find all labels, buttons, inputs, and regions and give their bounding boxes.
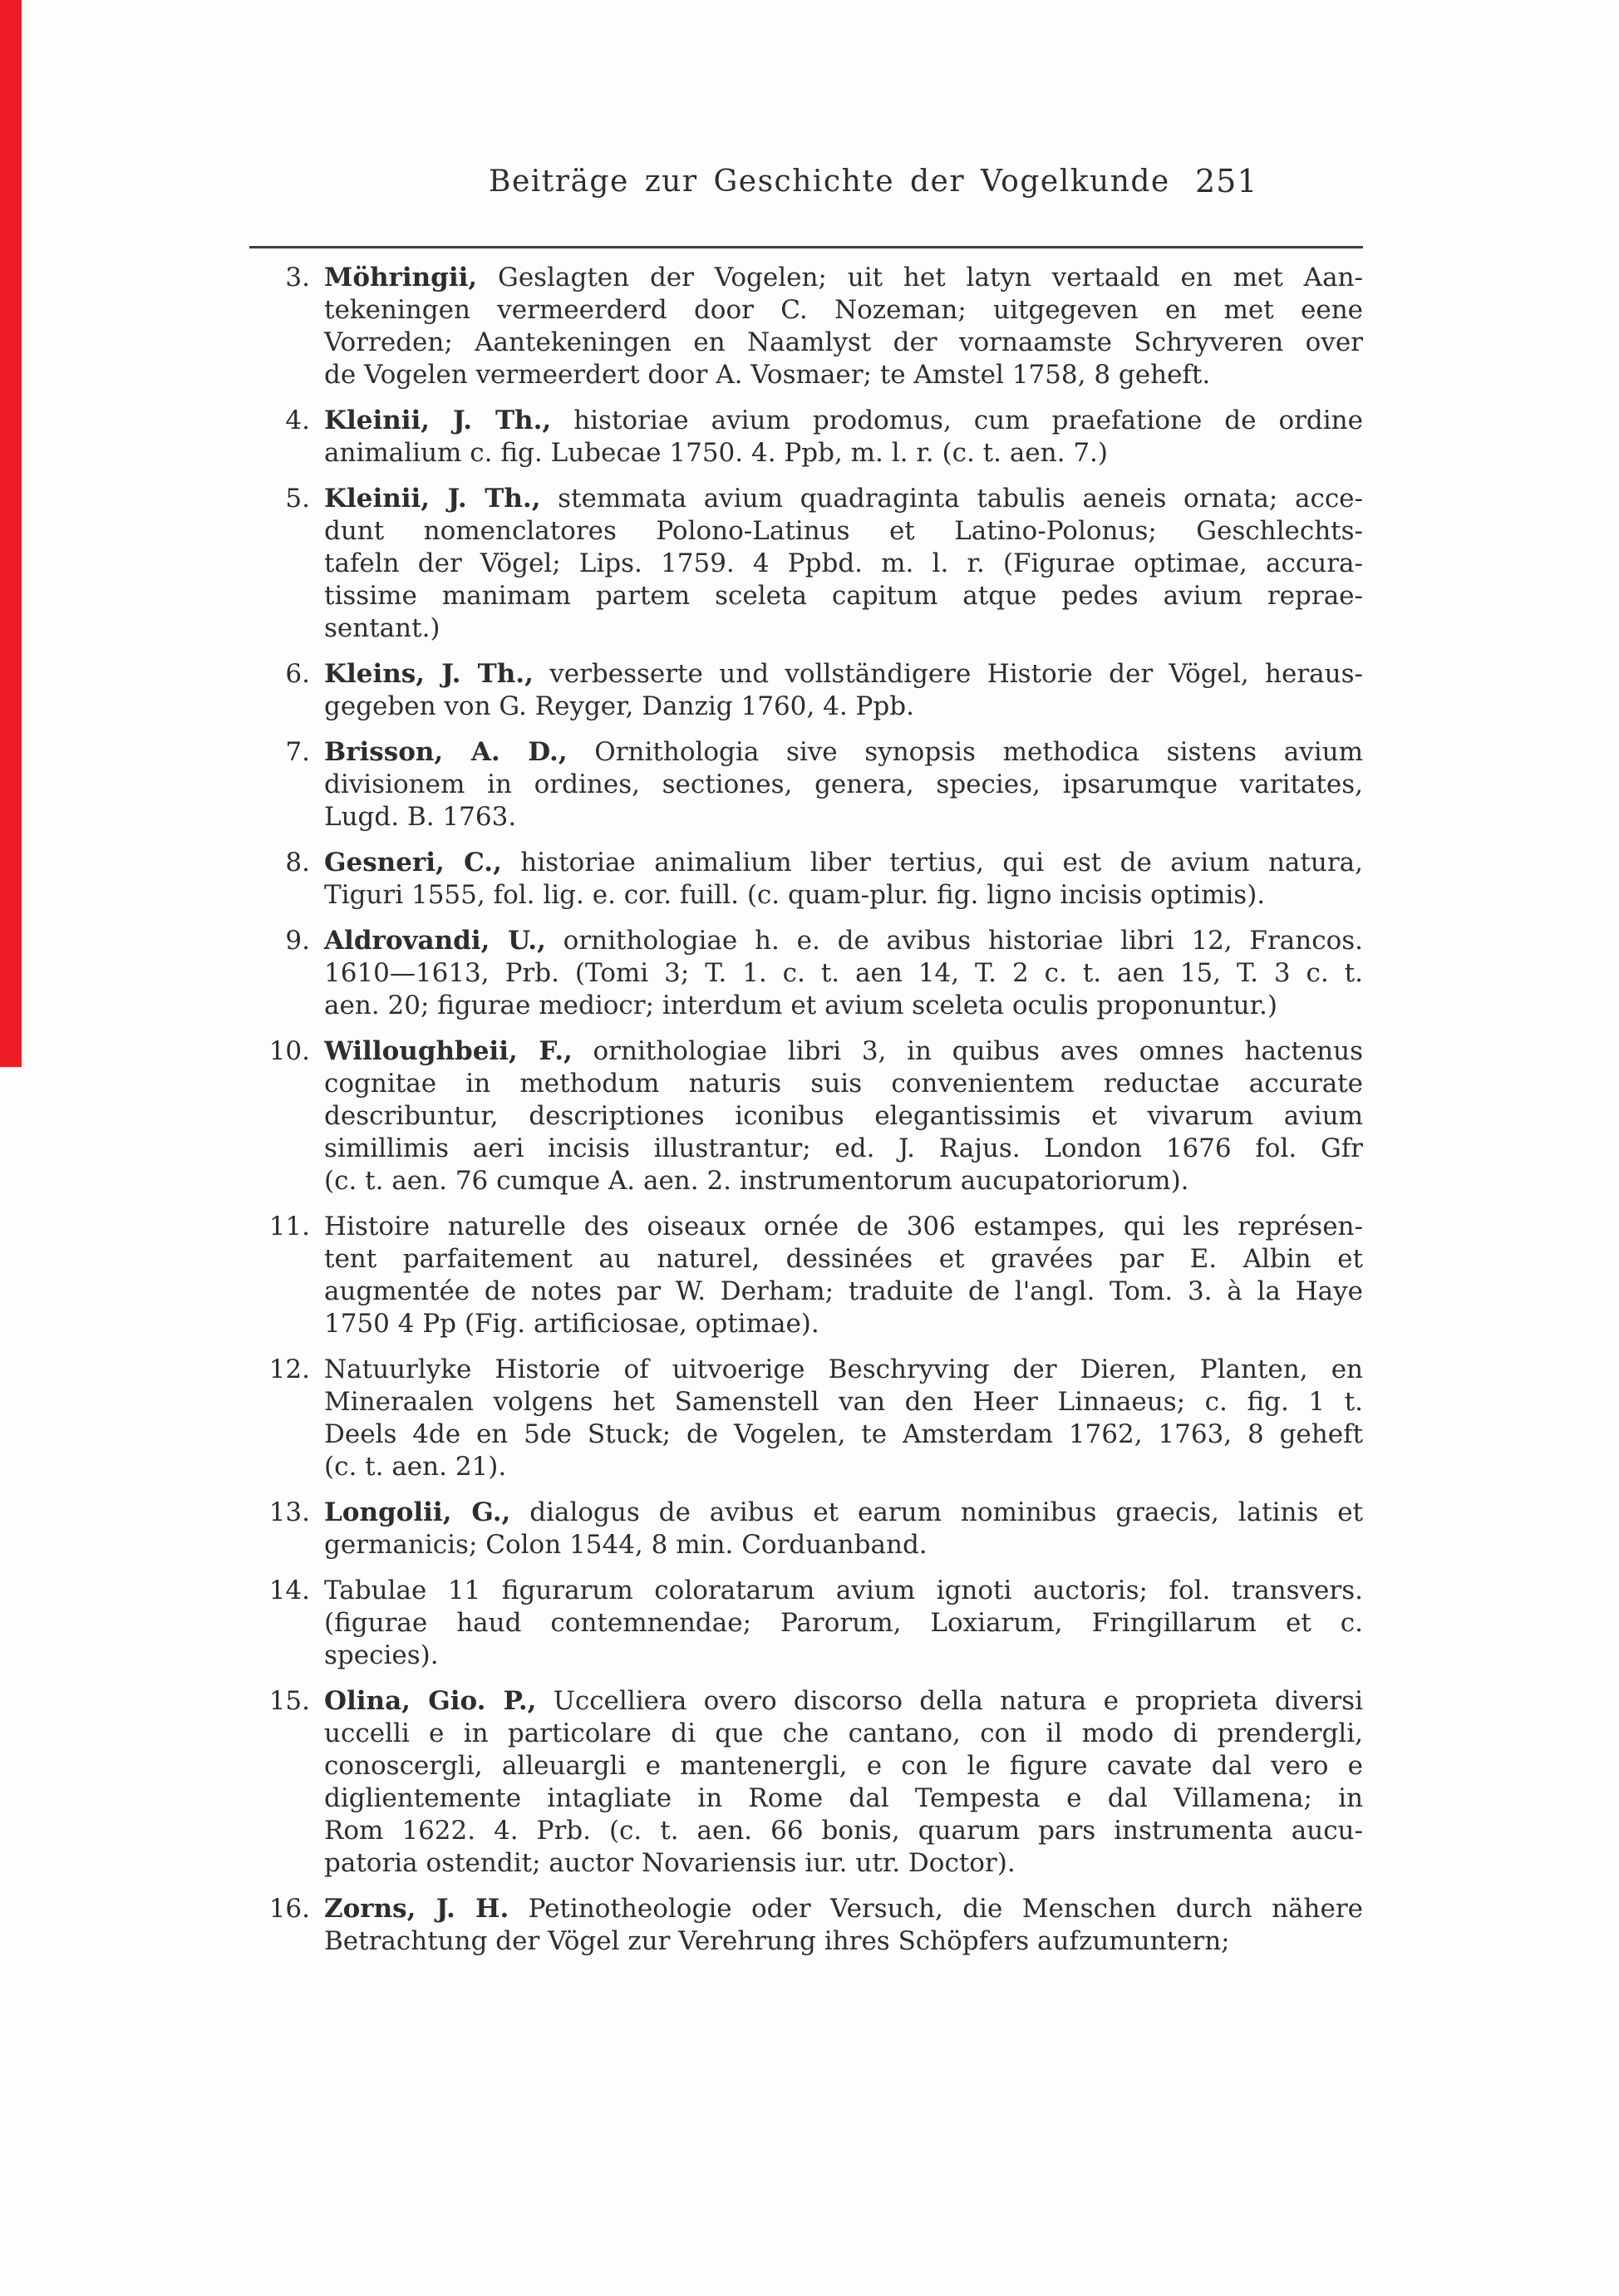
entry-text xyxy=(324,1893,1363,1958)
entry-line: tekeningen vermeerderd door C. Nozeman; uitgegeven en met eene xyxy=(324,295,1363,325)
entry-line: de Vogelen vermeerdert door A. Vosmaer; te Amstel 1758, 8 geheft. xyxy=(324,360,1211,390)
bibliography-entry xyxy=(264,262,1363,391)
entry-line: Brisson, A. D., Ornithologia sive synopsis methodica sistens avium xyxy=(324,737,1363,767)
entry-text xyxy=(324,1575,1363,1672)
entry-line: Natuurlyke Historie of uitvoerige Beschryving der Dieren, Planten, en xyxy=(324,1354,1363,1384)
entry-line: 1610—1613, Prb. (Tomi 3; T. 1. c. t. aen 14, T. 2 c. t. aen 15, T. 3 c. t. xyxy=(324,958,1363,988)
entry-line: Rom 1622. 4. Prb. (c. t. aen. 66 bonis, quarum pars instrumenta aucu- xyxy=(324,1816,1363,1846)
entry-number: 7. xyxy=(285,737,310,767)
entry-line: (c. t. aen. 21). xyxy=(324,1452,507,1482)
entry-line: tissime manimam partem sceleta capitum atque pedes avium reprae- xyxy=(324,581,1363,611)
entry-line: diglientemente intagliate in Rome dal Tempesta e dal Villamena; in xyxy=(324,1783,1363,1813)
entry-number: 16. xyxy=(268,1894,310,1924)
bibliography-entry xyxy=(264,1685,1363,1880)
entry-line: Mineraalen volgens het Samenstell van den Heer Linnaeus; c. fig. 1 t. xyxy=(324,1387,1363,1417)
entry-line: Deels 4de en 5de Stuck; de Vogelen, te Amsterdam 1762, 1763, 8 geheft xyxy=(324,1419,1363,1449)
entry-line: augmentée de notes par W. Derham; traduite de l'angl. Tom. 3. à la Haye xyxy=(324,1276,1363,1306)
entry-number: 9. xyxy=(285,926,310,956)
entry-line: Vorreden; Aantekeningen en Naamlyst der vornaamste Schryveren over xyxy=(324,327,1363,357)
entry-number: 3. xyxy=(285,263,310,293)
bibliography-entry xyxy=(264,1354,1363,1483)
entry-text xyxy=(324,658,1363,723)
entry-text xyxy=(324,1685,1363,1880)
entry-line: Longolii, G., dialogus de avibus et earum nominibus graecis, latinis et xyxy=(324,1497,1364,1527)
entry-line: Gesneri, C., historiae animalium liber tertius, qui est de avium natura, xyxy=(324,848,1363,878)
entry-author: Kleins, J. Th., xyxy=(324,659,534,689)
entry-line: (c. t. aen. 76 cumque A. aen. 2. instrumentorum aucupatoriorum). xyxy=(324,1166,1189,1196)
page-number: 251 xyxy=(1195,163,1258,199)
entry-text xyxy=(324,1354,1363,1483)
header-divider-rule xyxy=(249,246,1363,248)
entry-text xyxy=(324,262,1363,391)
entry-number: 14. xyxy=(268,1576,310,1605)
entry-text xyxy=(324,1035,1363,1197)
entry-author: Longolii, G., xyxy=(324,1497,511,1527)
entry-line: tent parfaitement au naturel, dessinées et gravées par E. Albin et xyxy=(324,1244,1363,1274)
entry-text xyxy=(324,847,1363,912)
entry-line: (figurae haud contemnendae; Parorum, Loxiarum, Fringillarum et c. xyxy=(324,1608,1363,1638)
entry-line: Olina, Gio. P., Uccelliera overo discorso della natura e proprieta diversi xyxy=(324,1686,1363,1716)
entry-author: Brisson, A. D., xyxy=(324,737,568,767)
entry-line: Aldrovandi, U., ornithologiae h. e. de avibus historiae libri 12, Francos. xyxy=(324,926,1363,956)
entry-line: describuntur, descriptiones iconibus elegantissimis et vivarum avium xyxy=(324,1101,1363,1131)
entry-number: 6. xyxy=(285,659,310,689)
entry-line: Betrachtung der Vögel zur Verehrung ihres Schöpfers aufzumuntern; xyxy=(324,1926,1230,1956)
entry-author: Willoughbeii, F., xyxy=(324,1036,573,1066)
bibliography-entry-list xyxy=(264,262,1363,1971)
entry-author: Kleinii, J. Th., xyxy=(324,484,541,514)
entry-line: Willoughbeii, F., ornithologiae libri 3, in quibus aves omnes hactenus xyxy=(324,1036,1363,1066)
entry-author: Möhringii, xyxy=(324,263,478,293)
bibliography-entry xyxy=(264,405,1363,470)
bibliography-entry xyxy=(264,925,1363,1022)
entry-line: aen. 20; figurae mediocr; interdum et avium sceleta oculis proponuntur.) xyxy=(324,991,1277,1020)
bibliography-entry xyxy=(264,483,1363,645)
entry-text xyxy=(324,1497,1363,1561)
entry-text xyxy=(324,736,1363,833)
entry-line: dunt nomenclatores Polono-Latinus et Latino-Polonus; Geschlechts- xyxy=(324,516,1363,546)
entry-number: 8. xyxy=(285,848,310,878)
entry-text xyxy=(324,925,1363,1022)
entry-line: animalium c. fig. Lubecae 1750. 4. Ppb, m. l. r. (c. t. aen. 7.) xyxy=(324,438,1109,468)
entry-line: gegeben von G. Reyger, Danzig 1760, 4. Ppb. xyxy=(324,691,914,721)
entry-number: 10. xyxy=(268,1036,310,1066)
entry-line: Kleinii, J. Th., historiae avium prodomus, cum praefatione de ordine xyxy=(324,406,1363,435)
entry-line: tafeln der Vögel; Lips. 1759. 4 Ppbd. m. l. r. (Figurae optimae, accura- xyxy=(324,548,1363,578)
bibliography-entry xyxy=(264,1497,1363,1561)
entry-line: Tabulae 11 figurarum coloratarum avium ignoti auctoris; fol. transvers. xyxy=(324,1576,1363,1605)
entry-line: Möhringii, Geslagten der Vogelen; uit het latyn vertaald en met Aan- xyxy=(324,263,1363,293)
entry-line: Tiguri 1555, fol. lig. e. cor. fuill. (c. quam-plur. fig. ligno incisis optimis). xyxy=(324,880,1266,910)
entry-text xyxy=(324,405,1363,470)
entry-line: cognitae in methodum naturis suis convenientem reductae accurate xyxy=(324,1069,1363,1099)
bibliography-entry xyxy=(264,1575,1363,1672)
entry-text xyxy=(324,483,1363,645)
entry-number: 4. xyxy=(285,406,310,435)
entry-line: sentant.) xyxy=(324,613,440,643)
entry-number: 11. xyxy=(268,1212,310,1241)
entry-line: species). xyxy=(324,1640,439,1670)
entry-line: germanicis; Colon 1544, 8 min. Corduanband. xyxy=(324,1530,928,1560)
entry-line: simillimis aeri incisis illustrantur; ed. J. Rajus. London 1676 fol. Gfr xyxy=(324,1133,1363,1163)
bibliography-entry xyxy=(264,847,1363,912)
bibliography-entry xyxy=(264,736,1363,833)
entry-number: 15. xyxy=(268,1686,310,1716)
entry-line: Zorns, J. H. Petinotheologie oder Versuch, die Menschen durch nähere xyxy=(324,1894,1363,1924)
page-header-title: Beiträge zur Geschichte der Vogelkunde xyxy=(489,165,1170,199)
bibliography-entry xyxy=(264,1035,1363,1197)
entry-line: Histoire naturelle des oiseaux ornée de 306 estampes, qui les représen- xyxy=(324,1212,1363,1241)
entry-author: Zorns, J. H. xyxy=(324,1894,509,1924)
entry-line: Kleins, J. Th., verbesserte und vollständigere Historie der Vögel, heraus- xyxy=(324,659,1364,689)
entry-number: 12. xyxy=(268,1354,310,1384)
entry-line: divisionem in ordines, sectiones, genera, species, ipsarumque varitates, xyxy=(324,769,1363,799)
entry-number: 5. xyxy=(285,484,310,514)
entry-author: Aldrovandi, U., xyxy=(324,926,546,956)
entry-author: Kleinii, J. Th., xyxy=(324,406,552,435)
entry-author: Olina, Gio. P., xyxy=(324,1686,537,1716)
entry-line: uccelli e in particolare di que che cantano, con il modo di prendergli, xyxy=(324,1718,1363,1748)
entry-text xyxy=(324,1211,1363,1340)
bibliography-entry xyxy=(264,1211,1363,1340)
entry-line: Lugd. B. 1763. xyxy=(324,802,517,832)
entry-line: conoscergli, alleuargli e mantenergli, e con le figure cavate dal vero e xyxy=(324,1751,1363,1781)
bibliography-entry xyxy=(264,1893,1363,1958)
entry-line: 1750 4 Pp (Fig. artificiosae, optimae). xyxy=(324,1309,819,1339)
entry-number: 13. xyxy=(268,1497,310,1527)
entry-author: Gesneri, C., xyxy=(324,848,502,878)
scan-artifact-red-strip xyxy=(0,0,22,1067)
entry-line: patoria ostendit; auctor Novariensis iur. utr. Doctor). xyxy=(324,1848,1016,1878)
entry-line: Kleinii, J. Th., stemmata avium quadraginta tabulis aeneis ornata; acce- xyxy=(324,484,1364,514)
bibliography-entry xyxy=(264,658,1363,723)
